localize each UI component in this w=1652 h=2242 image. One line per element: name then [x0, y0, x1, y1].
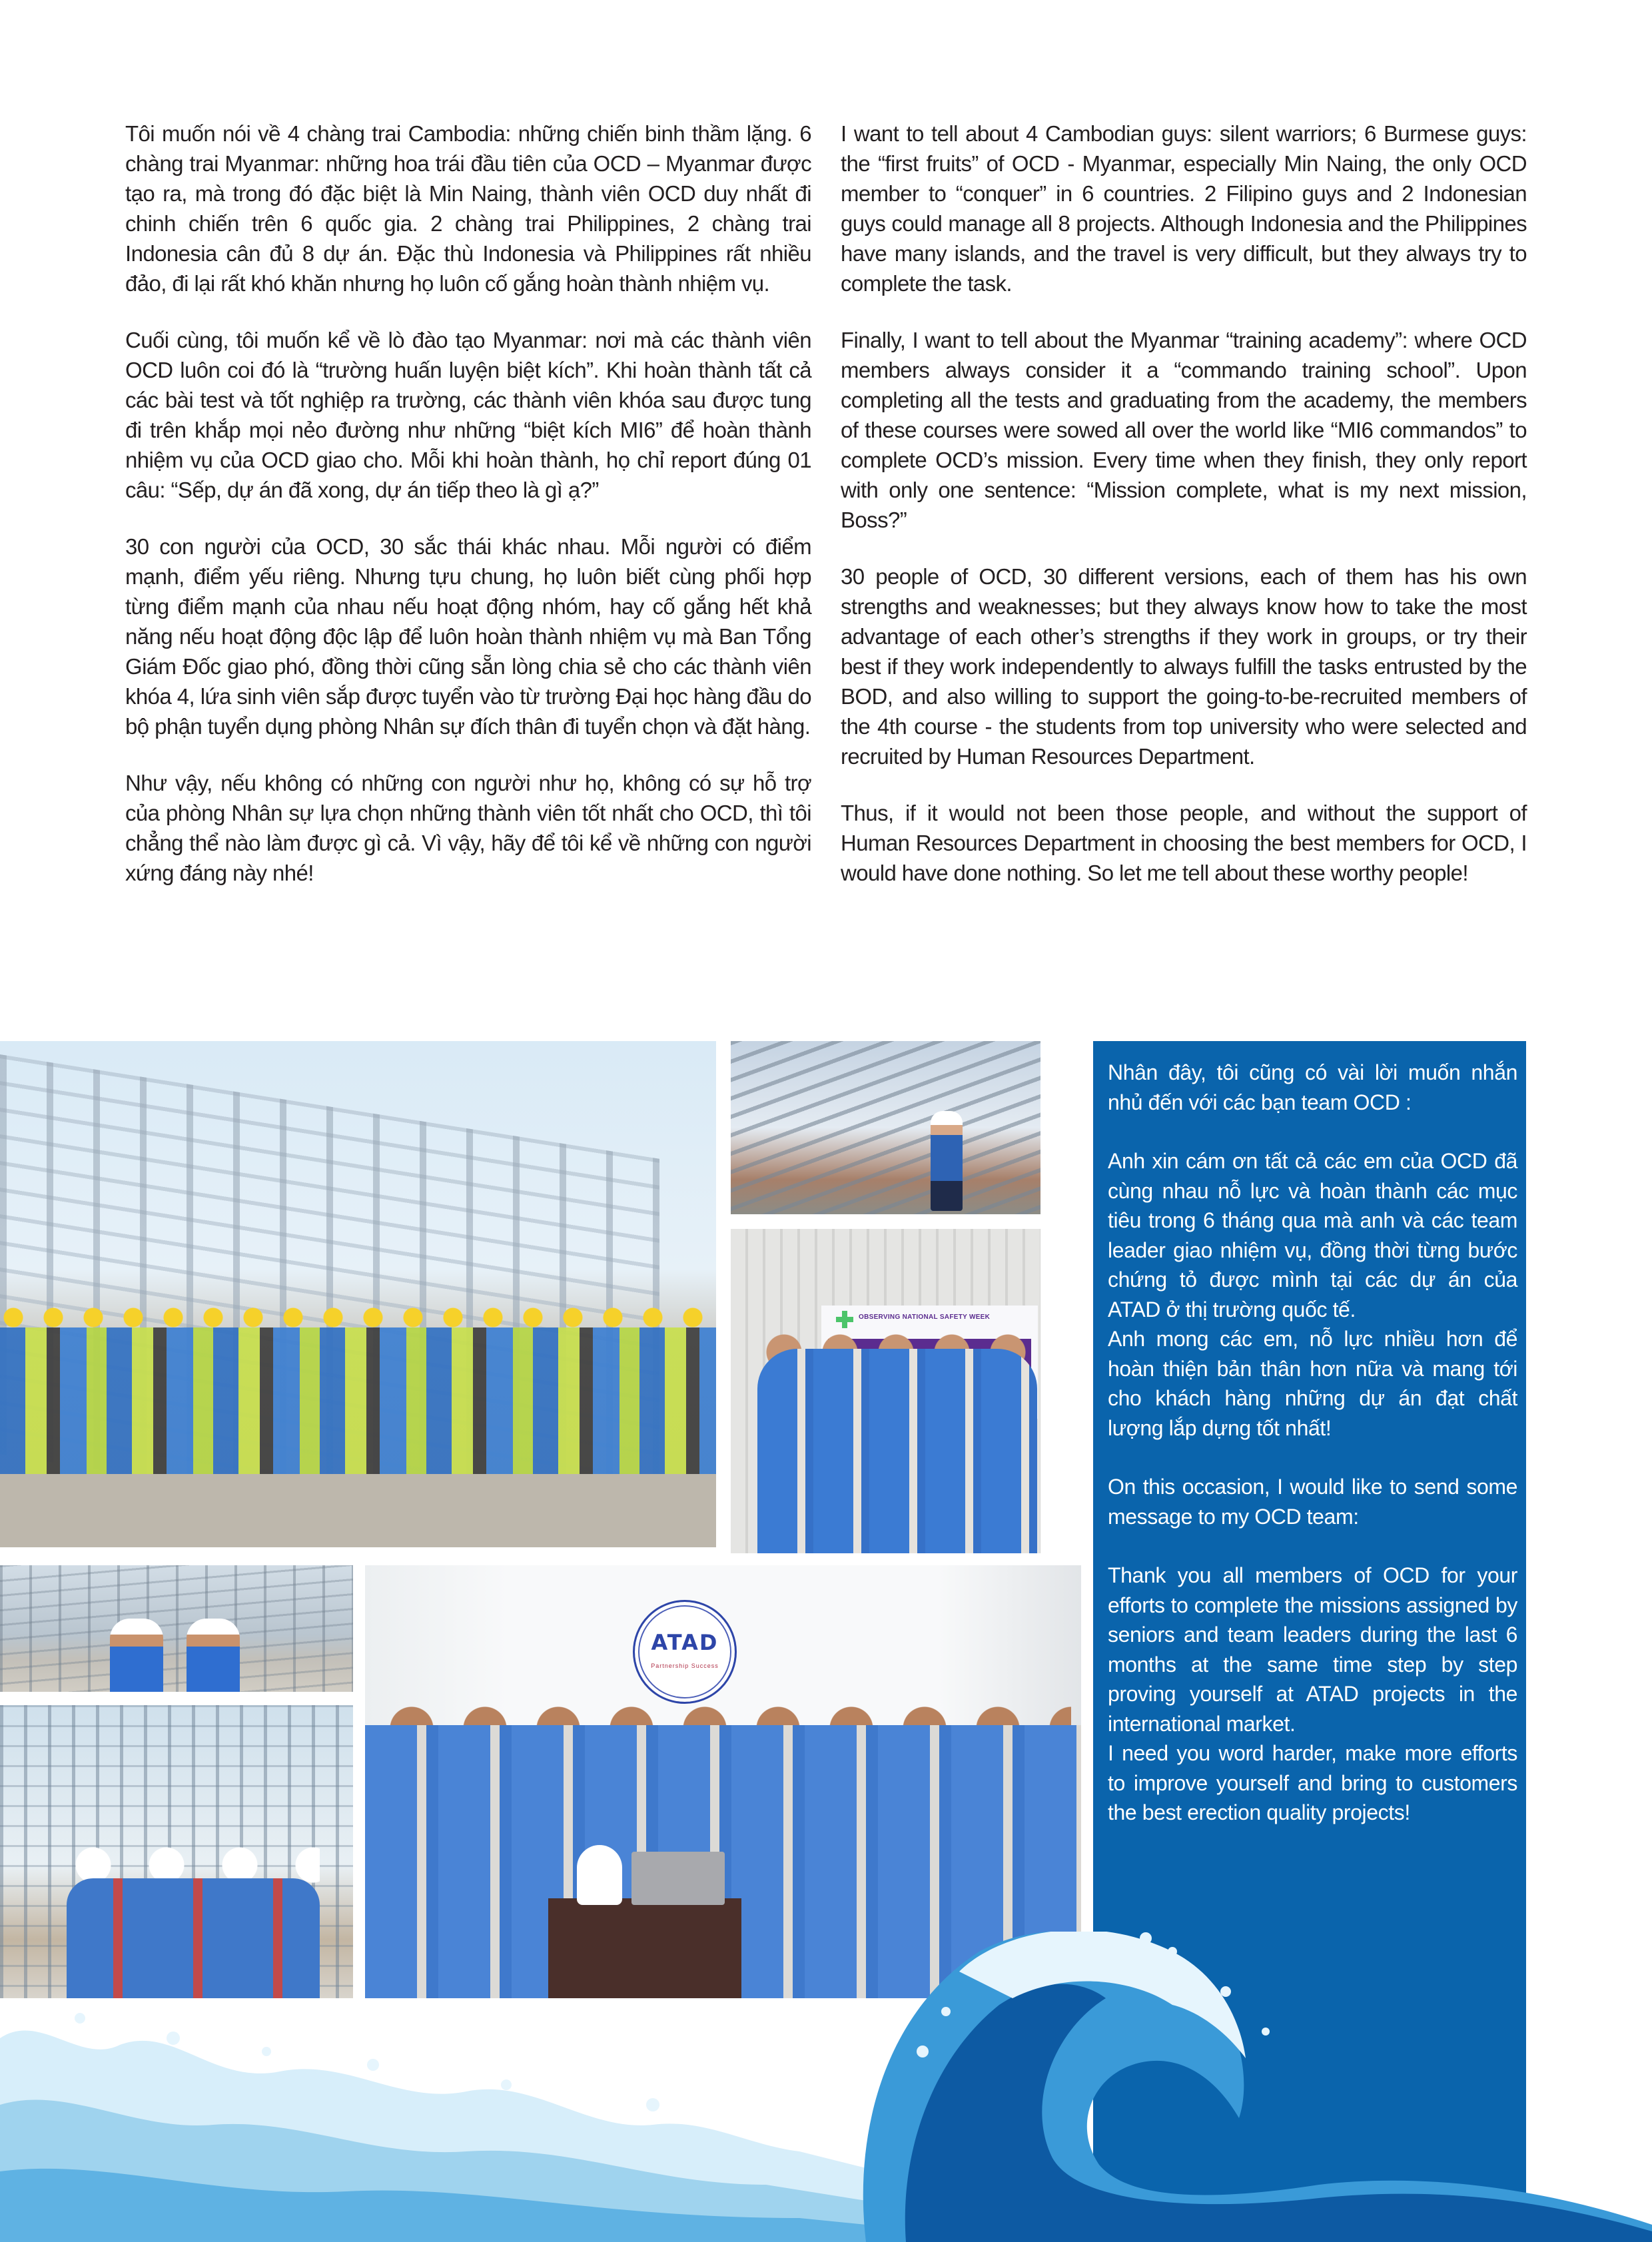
photo-engineer-on-roof — [731, 1041, 1040, 1214]
vi-paragraph-conclusion: Như vậy, nếu không có những con người như họ, không có sự hỗ trợ của phòng Nhân sự lựa chọn những thành viên tốt nhất cho OCD, thì tôi chẳng thể nào làm được gì cả. Vì vậy, hãy để tôi kể về những con người xứng đáng này nhé! — [125, 771, 811, 885]
hard-hat-on-desk — [577, 1845, 622, 1905]
engineer-figure — [931, 1111, 963, 1211]
en-paragraph-30-people: 30 people of OCD, 30 different versions, each of them has his own strengths and weaknesses; but they always know how to take the most advantage of each other’s strengths if they work in groups, or try their best if they work independently to always fulfill the tasks entrusted by the BOD, and also willing to support the going-to-be-recruited members of the 4th course - the students from top university who were selected and recruited by Human Resources Department. — [841, 564, 1527, 769]
message-hope-vi: Anh mong các em, nỗ lực nhiều hơn để hoàn thiện bản thân hơn nữa và mang tới cho khách hàng những dự án đạt chất lượng lắp dựng tốt nhất! — [1108, 1327, 1517, 1440]
message-thanks-vi: Anh xin cám ơn tất cả các em của OCD đã cùng nhau nỗ lực và hoàn thành các mục tiêu trong 6 tháng qua mà anh và các team leader giao nhiệm vụ, đồng thời từng bước chứng tỏ được mình tại các dự án của ATAD ở thị trường quốc tế. — [1108, 1149, 1517, 1321]
green-cross-icon — [836, 1311, 853, 1328]
atad-logo-tagline: Partnership Success — [651, 1663, 719, 1669]
en-paragraph-training-academy: Finally, I want to tell about the Myanmar “training academy”: where OCD members always consider it a “commando training school”. Upon completing all the tests and graduating from the academy, the members of these courses were sowed all over the world like “MI6 commandos” to complete OCD’s mission. Every time when they finish, they only report with only one sentence: “Mission complete, what is my next mission, Boss?” — [841, 328, 1527, 532]
photo-site-crowd — [0, 1041, 716, 1547]
message-intro-vi: Nhân đây, tôi cũng có vài lời muốn nhắn nhủ đến với các bạn team OCD : — [1108, 1060, 1517, 1114]
english-text-column — [841, 119, 1527, 915]
message-intro-en: On this occasion, I would like to send some message to my OCD team: — [1108, 1475, 1517, 1529]
photo-team-with-trophy — [731, 1229, 1040, 1553]
vietnamese-text-column — [125, 119, 811, 915]
warehouse-structure — [0, 1565, 353, 1692]
message-thanks-en-text: Thank you all members of OCD for your efforts to complete the missions assigned by seniors and team leaders during the last 6 months at the same time step by step proving yourself at ATAD projects in the international market. — [1108, 1563, 1517, 1736]
site-ground — [0, 1474, 716, 1547]
message-thanks-en — [1108, 1561, 1517, 1828]
vi-paragraph-cambodia: Tôi muốn nói về 4 chàng trai Cambodia: những chiến binh thầm lặng. 6 chàng trai Myanmar: những hoa trái đầu tiên của OCD – Myanmar được tạo ra, mà trong đó đặc biệt là Min Naing, thành viên OCD duy nhất đi chinh chiến trên 6 quốc gia. 2 chàng trai Philippines, 2 chàng trai Indonesia cân đủ 8 dự án. Đặc thù Indonesia và Philippines rất nhiều đảo, đi lại rất khó khăn nhưng họ luôn cố gắng hoàn thành nhiệm vụ. — [125, 121, 811, 296]
message-hope-en-text: I need you word harder, make more efforts to improve yourself and bring to customers the best erection quality projects! — [1108, 1741, 1517, 1824]
laptop — [631, 1852, 725, 1905]
vi-paragraph-30-people: 30 con người của OCD, 30 sắc thái khác nhau. Mỗi người có điểm mạnh, điểm yếu riêng. Nhưng tựu chung, họ luôn biết cùng phối hợp từng điểm mạnh của nhau nếu hoạt động nhóm, hay cố gắng hết khả năng nếu hoạt động độc lập để luôn hoàn thành nhiệm vụ mà Ban Tổng Giám Đốc giao phó, đồng thời cũng sẵn lòng chia sẻ cho các thành viên khóa 4, lứa sinh viên sắp được tuyển vào từ trường Đại học hàng đầu do bộ phận tuyển dụng phòng Nhân sự đích thân đi tuyển chọn và đặt hàng. — [125, 534, 811, 739]
workers-crowd — [0, 1327, 716, 1474]
vi-paragraph-training-academy: Cuối cùng, tôi muốn kể về lò đào tạo Myanmar: nơi mà các thành viên OCD luôn coi đó là “trường huấn luyện biệt kích”. Khi hoàn thành tất cả các bài test và tốt nghiệp ra trường, các thành viên khóa sau được tung đi trên khắp mọi nẻo đường như những “biệt kích MI6” để hoàn thành nhiệm vụ của OCD giao cho. Mỗi khi hoàn thành, họ chỉ report đúng 01 câu: “Sếp, dự án đã xong, dự án tiếp theo là gì ạ?” — [125, 328, 811, 502]
photo-two-engineers — [0, 1565, 353, 1692]
en-paragraph-conclusion: Thus, if it would not been those people, and without the support of Human Resources Department in choosing the best members for OCD, I would have done nothing. So let me tell about these worthy people! — [841, 801, 1527, 885]
team-members — [757, 1349, 1037, 1553]
engineer-figure — [110, 1619, 163, 1692]
atad-logo-word: ATAD — [651, 1630, 719, 1655]
ocean-wave-graphic — [0, 1932, 1652, 2242]
engineer-figure — [187, 1619, 240, 1692]
en-paragraph-cambodia: I want to tell about 4 Cambodian guys: silent warriors; 6 Burmese guys: the “first fruits” of OCD - Myanmar, especially Min Naing, the only OCD member to “conquer” in 6 countries. 2 Filipino guys and 2 Indonesian guys could manage all 8 projects. Although Indonesia and the Philippines have many islands, and the travel is very difficult, but they always try to complete the task. — [841, 121, 1527, 296]
banner-title: OBSERVING NATIONAL SAFETY WEEK — [859, 1313, 991, 1321]
atad-logo — [633, 1600, 737, 1704]
roof-truss — [731, 1041, 1040, 1214]
